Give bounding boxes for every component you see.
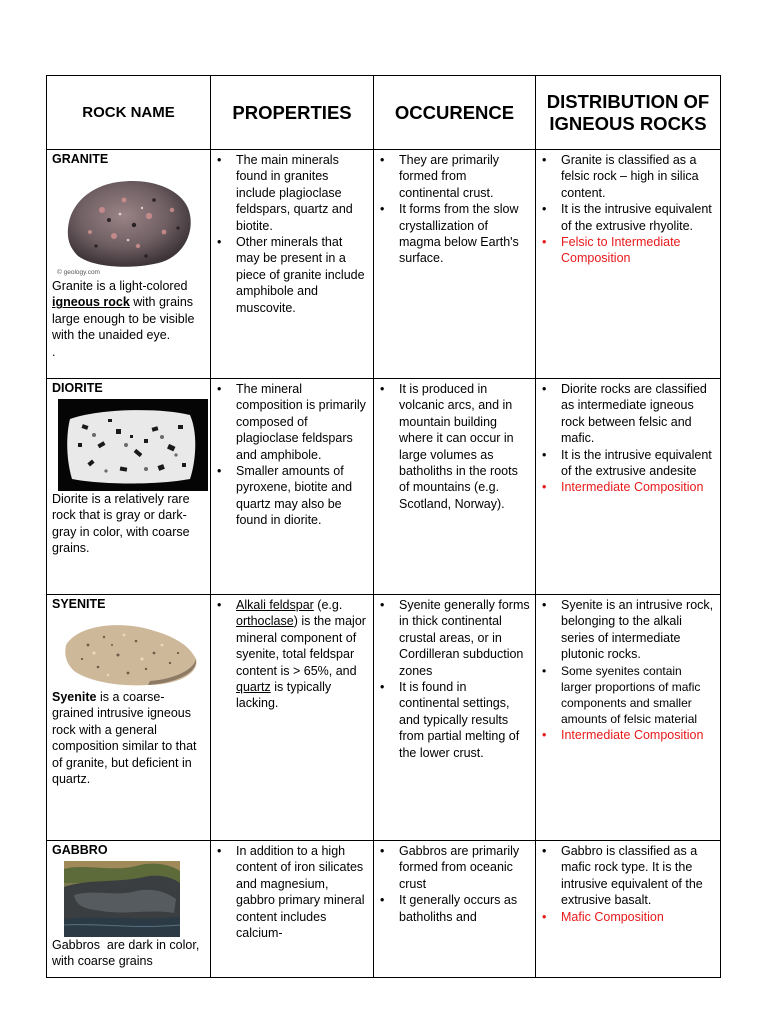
cell-distribution [536,150,721,379]
list-item: • In addition to a high content of iron silicates and magnesium, gabbro primary mineral content includes calcium- [236,843,368,941]
cell-rock-name [47,595,211,841]
property-text: (e.g. [313,598,343,612]
header-occurence: OCCURENCE [374,76,536,150]
list-item [236,597,368,712]
cell-distribution [536,841,721,978]
alkali-feldspar-link[interactable]: Alkali feldspar [236,598,314,612]
composition-label: • Felsic to Intermediate Composition [561,234,715,267]
igneous-rock-link[interactable]: igneous rock [52,295,130,310]
watermark-text: © geology.com [57,269,100,276]
granite-photo [54,170,204,278]
list-item: • It is the intrusive equivalent of the extrusive rhyolite. [561,201,715,234]
table-row-syenite [47,595,721,841]
cell-properties [211,595,374,841]
cell-properties [211,150,374,379]
cell-properties [211,841,374,978]
diorite-photo [58,399,208,491]
cell-rock-name [47,379,211,595]
list-item: • Gabbros are primarily formed from oceanic crust [399,843,530,892]
gabbro-photo [64,861,180,937]
rock-name: SYENITE [52,597,106,611]
list-item: • Syenite generally forms in thick continental crustal areas, or in Cordilleran subduction zones [399,597,530,679]
rock-description: Gabbros are dark in color, with coarse grains [52,938,203,969]
list-item: • Diorite rocks are classified as intermediate igneous rock between felsic and mafic. [561,381,715,447]
list-item: • Some syenites contain larger proportions of mafic components and smaller amounts of felsic material [561,663,715,727]
table-row-granite [47,150,721,379]
list-item: • The main minerals found in granites include plagioclase feldspars, quartz and biotite. [236,152,368,234]
list-item: • It is produced in volcanic arcs, and in mountain building where it can occur in large volumes as batholiths in the roots of mountains (e.g. Scotland, Norway). [399,381,530,512]
cell-rock-name [47,150,211,379]
quartz-link[interactable]: quartz [236,680,271,695]
description-text-2: with grains large enough to be visible with the unaided eye. [52,295,195,343]
list-item: • The mineral composition is primarily composed of plagioclase feldspars and amphibole. [236,381,368,463]
header-rock-name: ROCK NAME [47,76,211,150]
rock-description [52,689,205,787]
list-item: • Granite is classified as a felsic rock – high in silica content. [561,152,715,201]
rock-name: GRANITE [52,152,109,166]
list-item: • Syenite is an intrusive rock, belonging to the alkali series of intermediate plutonic rocks. [561,597,715,663]
list-item: • Other minerals that may be present in a piece of granite include amphibole and muscovite. [236,234,368,316]
list-item: • Gabbro is classified as a mafic rock type. It is the intrusive equivalent of the extrusive basalt. [561,843,715,909]
description-text: is a coarse-grained intrusive igneous rock with a general composition similar to that of granite, but deficient in quartz. [52,690,197,787]
list-item: • It is found in continental settings, and typically results from partial melting of the lower crust. [399,679,530,761]
property-text-3: is typically lacking. [236,680,332,711]
rock-name: GABBRO [52,843,108,857]
cell-occurence [374,150,536,379]
igneous-rocks-table [46,75,721,978]
table-row-diorite [47,379,721,595]
list-item: • Smaller amounts of pyroxene, biotite and quartz may also be found in diorite. [236,463,368,529]
syenite-photo [58,615,208,689]
table-row-gabbro [47,841,721,978]
list-item: • They are primarily formed from continental crust. [399,152,530,201]
list-item: • It forms from the slow crystallization of magma below Earth's surface. [399,201,530,267]
cell-distribution [536,379,721,595]
cell-rock-name [47,841,211,978]
cell-occurence [374,595,536,841]
rock-description: Diorite is a relatively rare rock that is gray or dark-gray in color, with coarse grains. [52,492,190,556]
table-header-row [47,76,721,150]
orthoclase-link[interactable]: orthoclase [236,614,294,629]
composition-label: • Mafic Composition [561,909,715,925]
header-properties: PROPERTIES [211,76,374,150]
syenite-term: Syenite [52,690,97,704]
description-trailing-dot: . [52,344,56,359]
cell-occurence [374,841,536,978]
list-item: • It is the intrusive equivalent of the extrusive andesite [561,447,715,480]
header-distribution: DISTRIBUTION OF IGNEOUS ROCKS [536,76,721,150]
cell-properties [211,379,374,595]
property-text-2: ) is the major mineral component of syenite, total feldspar content is > 65%, and [236,614,366,678]
composition-label: • Intermediate Composition [561,479,715,495]
rock-description [52,278,205,360]
composition-label: • Intermediate Composition [561,727,715,743]
list-item: • It generally occurs as batholiths and [399,892,530,925]
cell-distribution [536,595,721,841]
cell-occurence [374,379,536,595]
description-text: Granite is a light-colored [52,279,188,293]
rock-name: DIORITE [52,381,103,395]
